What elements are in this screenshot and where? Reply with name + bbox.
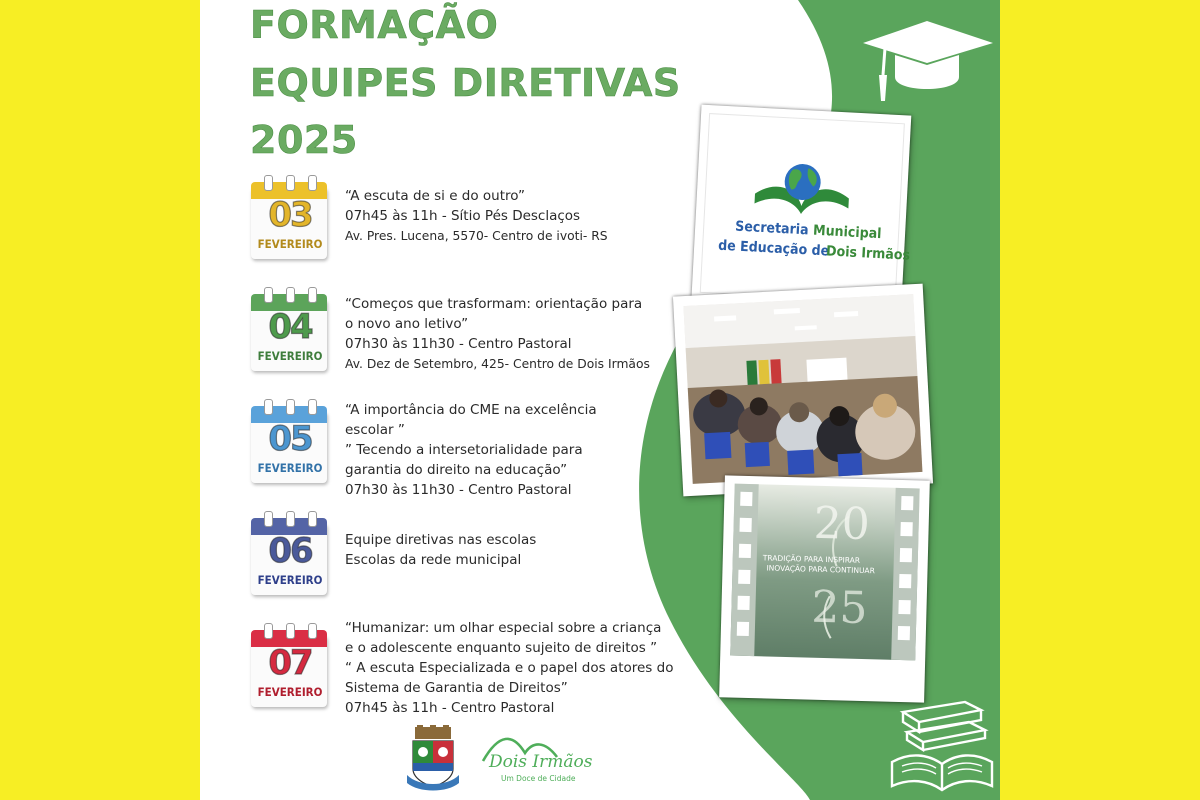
calendar-month: FEVEREIRO bbox=[257, 237, 323, 251]
film-year-top: 20 bbox=[813, 497, 871, 551]
event-theme: “A importância do CME na excelência bbox=[345, 402, 597, 418]
coat-of-arms-icon bbox=[405, 725, 461, 795]
secretaria-line2-b: Dois Irmãos bbox=[825, 243, 911, 264]
calendar-date-icon bbox=[250, 623, 330, 709]
globe-book-icon bbox=[746, 157, 859, 219]
calendar-month: FEVEREIRO bbox=[257, 685, 323, 699]
event-theme: “Humanizar: um olhar especial sobre a criança bbox=[345, 620, 662, 636]
calendar-day: 05 bbox=[268, 419, 312, 459]
calendar-date-icon bbox=[250, 511, 330, 597]
film-caption-2: INOVAÇÃO PARA CONTINUAR bbox=[766, 563, 875, 576]
event-theme: escolar ” bbox=[345, 422, 405, 438]
event-theme: “Começos que trasformam: orientação para bbox=[345, 296, 643, 312]
event-time-place: 07h45 às 11h - Sítio Pés Desclaços bbox=[345, 208, 581, 224]
secretaria-line1-b: Municipal bbox=[812, 222, 882, 243]
logos-footer bbox=[405, 725, 595, 797]
event-time-place: Escolas da rede municipal bbox=[345, 552, 522, 568]
title-year: 2025 bbox=[250, 118, 358, 162]
event-description bbox=[345, 186, 690, 246]
calendar-month: FEVEREIRO bbox=[257, 461, 323, 475]
event-theme: ” Tecendo a intersetorialidade para bbox=[345, 442, 583, 458]
event-theme: Sistema de Garantia de Direitos” bbox=[345, 680, 568, 696]
dois-irmaos-name: Dois Irmãos bbox=[489, 752, 593, 772]
theme-2025-photo bbox=[719, 475, 930, 702]
event-theme: Equipe diretivas nas escolas bbox=[345, 532, 537, 548]
secretaria-line1-a: Secretaria bbox=[734, 218, 809, 239]
calendar-day: 04 bbox=[268, 307, 312, 347]
calendar-day: 03 bbox=[268, 195, 312, 235]
calendar-date-icon bbox=[250, 399, 330, 485]
event-theme: e o adolescente enquanto sujeito de direitos ” bbox=[345, 640, 658, 656]
event-theme: garantia do direito na educação” bbox=[345, 462, 568, 478]
event-description bbox=[345, 618, 690, 718]
dois-irmaos-slogan: Um Doce de Cidade bbox=[501, 774, 576, 783]
meeting-room-photo bbox=[683, 294, 922, 484]
graduation-cap-icon bbox=[855, 15, 1000, 107]
event-description bbox=[345, 530, 690, 570]
event-description bbox=[345, 400, 690, 500]
event-theme: “A escuta de si e do outro” bbox=[345, 188, 526, 204]
secretaria-line2-a: de Educação de bbox=[717, 237, 830, 260]
title-line-1: FORMAÇÃO bbox=[250, 3, 499, 47]
event-theme: “ A escuta Especializada e o papel dos atores do bbox=[345, 660, 674, 676]
books-icon bbox=[895, 688, 990, 750]
calendar-month: FEVEREIRO bbox=[257, 573, 323, 587]
calendar-day: 06 bbox=[268, 531, 312, 571]
calendar-date-icon bbox=[250, 175, 330, 261]
poster bbox=[200, 0, 1000, 800]
event-address: Av. Dez de Setembro, 425- Centro de Dois Irmãos bbox=[345, 357, 650, 371]
event-time-place: 07h45 às 11h - Centro Pastoral bbox=[345, 700, 555, 716]
film-caption-1: TRADIÇÃO PARA INSPIRAR bbox=[762, 553, 861, 565]
event-address: Av. Pres. Lucena, 5570- Centro de ivoti- RS bbox=[345, 229, 608, 243]
open-book-icon bbox=[888, 748, 996, 794]
calendar-date-icon bbox=[250, 287, 330, 373]
event-time-place: 07h30 às 11h30 - Centro Pastoral bbox=[345, 336, 572, 352]
meeting-photo bbox=[673, 284, 933, 497]
title-line-2: EQUIPES DIRETIVAS bbox=[250, 61, 681, 105]
film-year-bottom: 25 bbox=[810, 581, 869, 635]
event-time-place: 07h30 às 11h30 - Centro Pastoral bbox=[345, 482, 572, 498]
event-theme: o novo ano letivo” bbox=[345, 316, 469, 332]
film-strip-2025 bbox=[730, 484, 919, 661]
event-description bbox=[345, 294, 690, 374]
calendar-month: FEVEREIRO bbox=[257, 349, 323, 363]
calendar-day: 07 bbox=[268, 643, 312, 683]
